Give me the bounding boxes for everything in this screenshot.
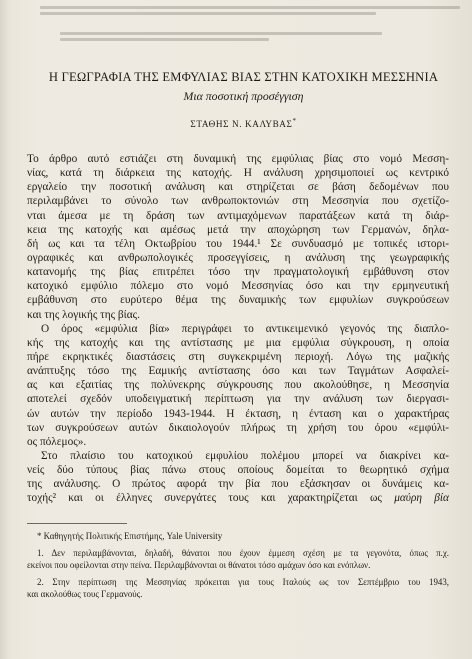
author-footnote-mark: * (292, 117, 297, 125)
body-line: νίας, κατά τη διάρκεια της κατοχής. Η ανάλυση χρησιμοποιεί ως κεντρικό (27, 167, 449, 180)
body-line: ών αυτών την περίοδο 1943-1944. Η έκταση, η ένταση και ο χαρακτήρας (27, 407, 449, 420)
article-author (26, 117, 461, 129)
body-line: πήρε εκρηκτικές διαστάσεις στη συγκεκριμένη περιοχή. Λόγω της μαζικής (27, 350, 449, 363)
body-line: κατοχικό εμφύλιο πόλεμο στο νομό Μεσσηνίας όσο και την ερμηνευτική (27, 280, 449, 293)
footnote-2: 2. Στην περίπτωση της Μεσσηνίας πρόκειται για τους Ιταλούς ως τον Σεπτέμβριο του 1943, (37, 577, 449, 588)
footnote-2-cont: και ακολούθως τους Γερμανούς. (27, 589, 143, 600)
article-body (27, 152, 449, 506)
body-line: Ο όρος «εμφύλια βία» περιγράφει το αντικειμενικό γεγονός της διαπλο- (41, 322, 449, 335)
show-through-text (60, 30, 382, 44)
body-line: και της λογικής της βίας. (27, 308, 140, 321)
footnote-rule (27, 523, 127, 524)
body-line: εργαλείο την ποσοτική ανάλυση και στηρίζεται σε βάση δεδομένων που (27, 181, 449, 194)
footnote-author: * Καθηγητής Πολιτικής Επιστήμης, Yale University (37, 531, 223, 541)
body-line: νται άμεσα με τη δράση των αντιμαχόμενων παρατάξεων κατά τη διάρ- (27, 209, 449, 222)
article-title: Η ΓΕΩΓΡΑΦΙΑ ΤΗΣ ΕΜΦΥΛΙΑΣ ΒΙΑΣ ΣΤΗΝ ΚΑΤΟΧΙΚΗ ΜΕΣΣΗΝΙΑ (48, 70, 439, 84)
article-subtitle: Μια ποσοτική προσέγγιση (183, 89, 304, 103)
body-line: αποτελεί σχεδόν υποδειγματική περίπτωση για την ανάλυση των διεργασι- (27, 393, 449, 406)
body-line: κής της κατοχής και της αντίστασης με μια εμφύλια σύγκρουση, η οποία (27, 336, 449, 349)
footnote-1-cont: εκείνοι που οφείλονται στην πείνα. Περιλαμβάνονται οι θάνατοι τόσο αμάχων όσο και ενόπλων. (27, 560, 371, 571)
body-line: ος πόλεμος». (27, 435, 87, 448)
body-line: περιλαμβάνει το σύνολο των ανθρωποκτονιών στη Μεσσηνία που σχετίζο- (27, 195, 449, 208)
body-line-final (27, 491, 449, 505)
body-line: ανάπτυξης τόσο της Εαμικής αντίστασης όσο και των Ταγμάτων Ασφαλεί- (27, 365, 449, 378)
body-line: ογραφικές και ανθρωπολογικές προσεγγίσεις, η ανάλυση της γεωγραφικής (27, 251, 449, 264)
body-line: κατανομής της βίας επιτρέπει τόσο την πραγματολογική εμβάθυνση στον (27, 266, 449, 279)
body-line: Το άρθρο αυτό εστιάζει στη δυναμική της εμφύλιας βίας στο νομό Μεσση- (27, 153, 449, 165)
body-line: εμβάθυνση στο ευρύτερο θέμα της δυναμικής των εμφυλίων συγκρούσεων (27, 294, 449, 307)
show-through-text (40, 4, 460, 18)
body-line: νείς δύο τύπους βίας πάνω στους οποίους δομείται το θεωρητικό σχήμα (27, 464, 449, 477)
author-name: ΣΤΑΘΗΣ Ν. ΚΑΛΥΒΑΣ (190, 119, 293, 130)
body-line: της ανάλυσης. Ο πρώτος αφορά την βία που εξάσκησαν οι δυνάμεις κα- (27, 478, 449, 491)
body-line: ας και εξαιτίας της πολύνεκρης σύγκρουσης που ακολούθησε, η Μεσσηνία (27, 379, 449, 392)
footnotes (27, 523, 449, 600)
body-line: κεια της κατοχής και αμέσως μετά την αποχώρηση των Γερμανών, δηλα- (27, 223, 449, 236)
body-line: των συγκρούσεων αυτών δικαιολογούν πλήρως τη χρήση του όρου «εμφύλι- (27, 421, 449, 434)
body-line-text: τοχής² και οι έλληνες συνεργάτες τους και χαρακτηρίζεται ως (27, 492, 395, 505)
footnote-1: 1. Δεν περιλαμβάνονται, δηλαδή, θάνατοι που έχουν έμμεση σχέση με τα γεγονότα, όπως π.χ. (37, 548, 449, 559)
body-line: δή ως και τα τέλη Οκτωβρίου του 1944.¹ Σε συνδυασμό με τοπικές ιστορι- (27, 237, 449, 250)
body-line: Στο πλαίσιο του κατοχικού εμφυλίου πολέμου μπορεί να διακρίνει κα- (41, 449, 449, 462)
body-emphasis: μαύρη βία (394, 492, 449, 505)
